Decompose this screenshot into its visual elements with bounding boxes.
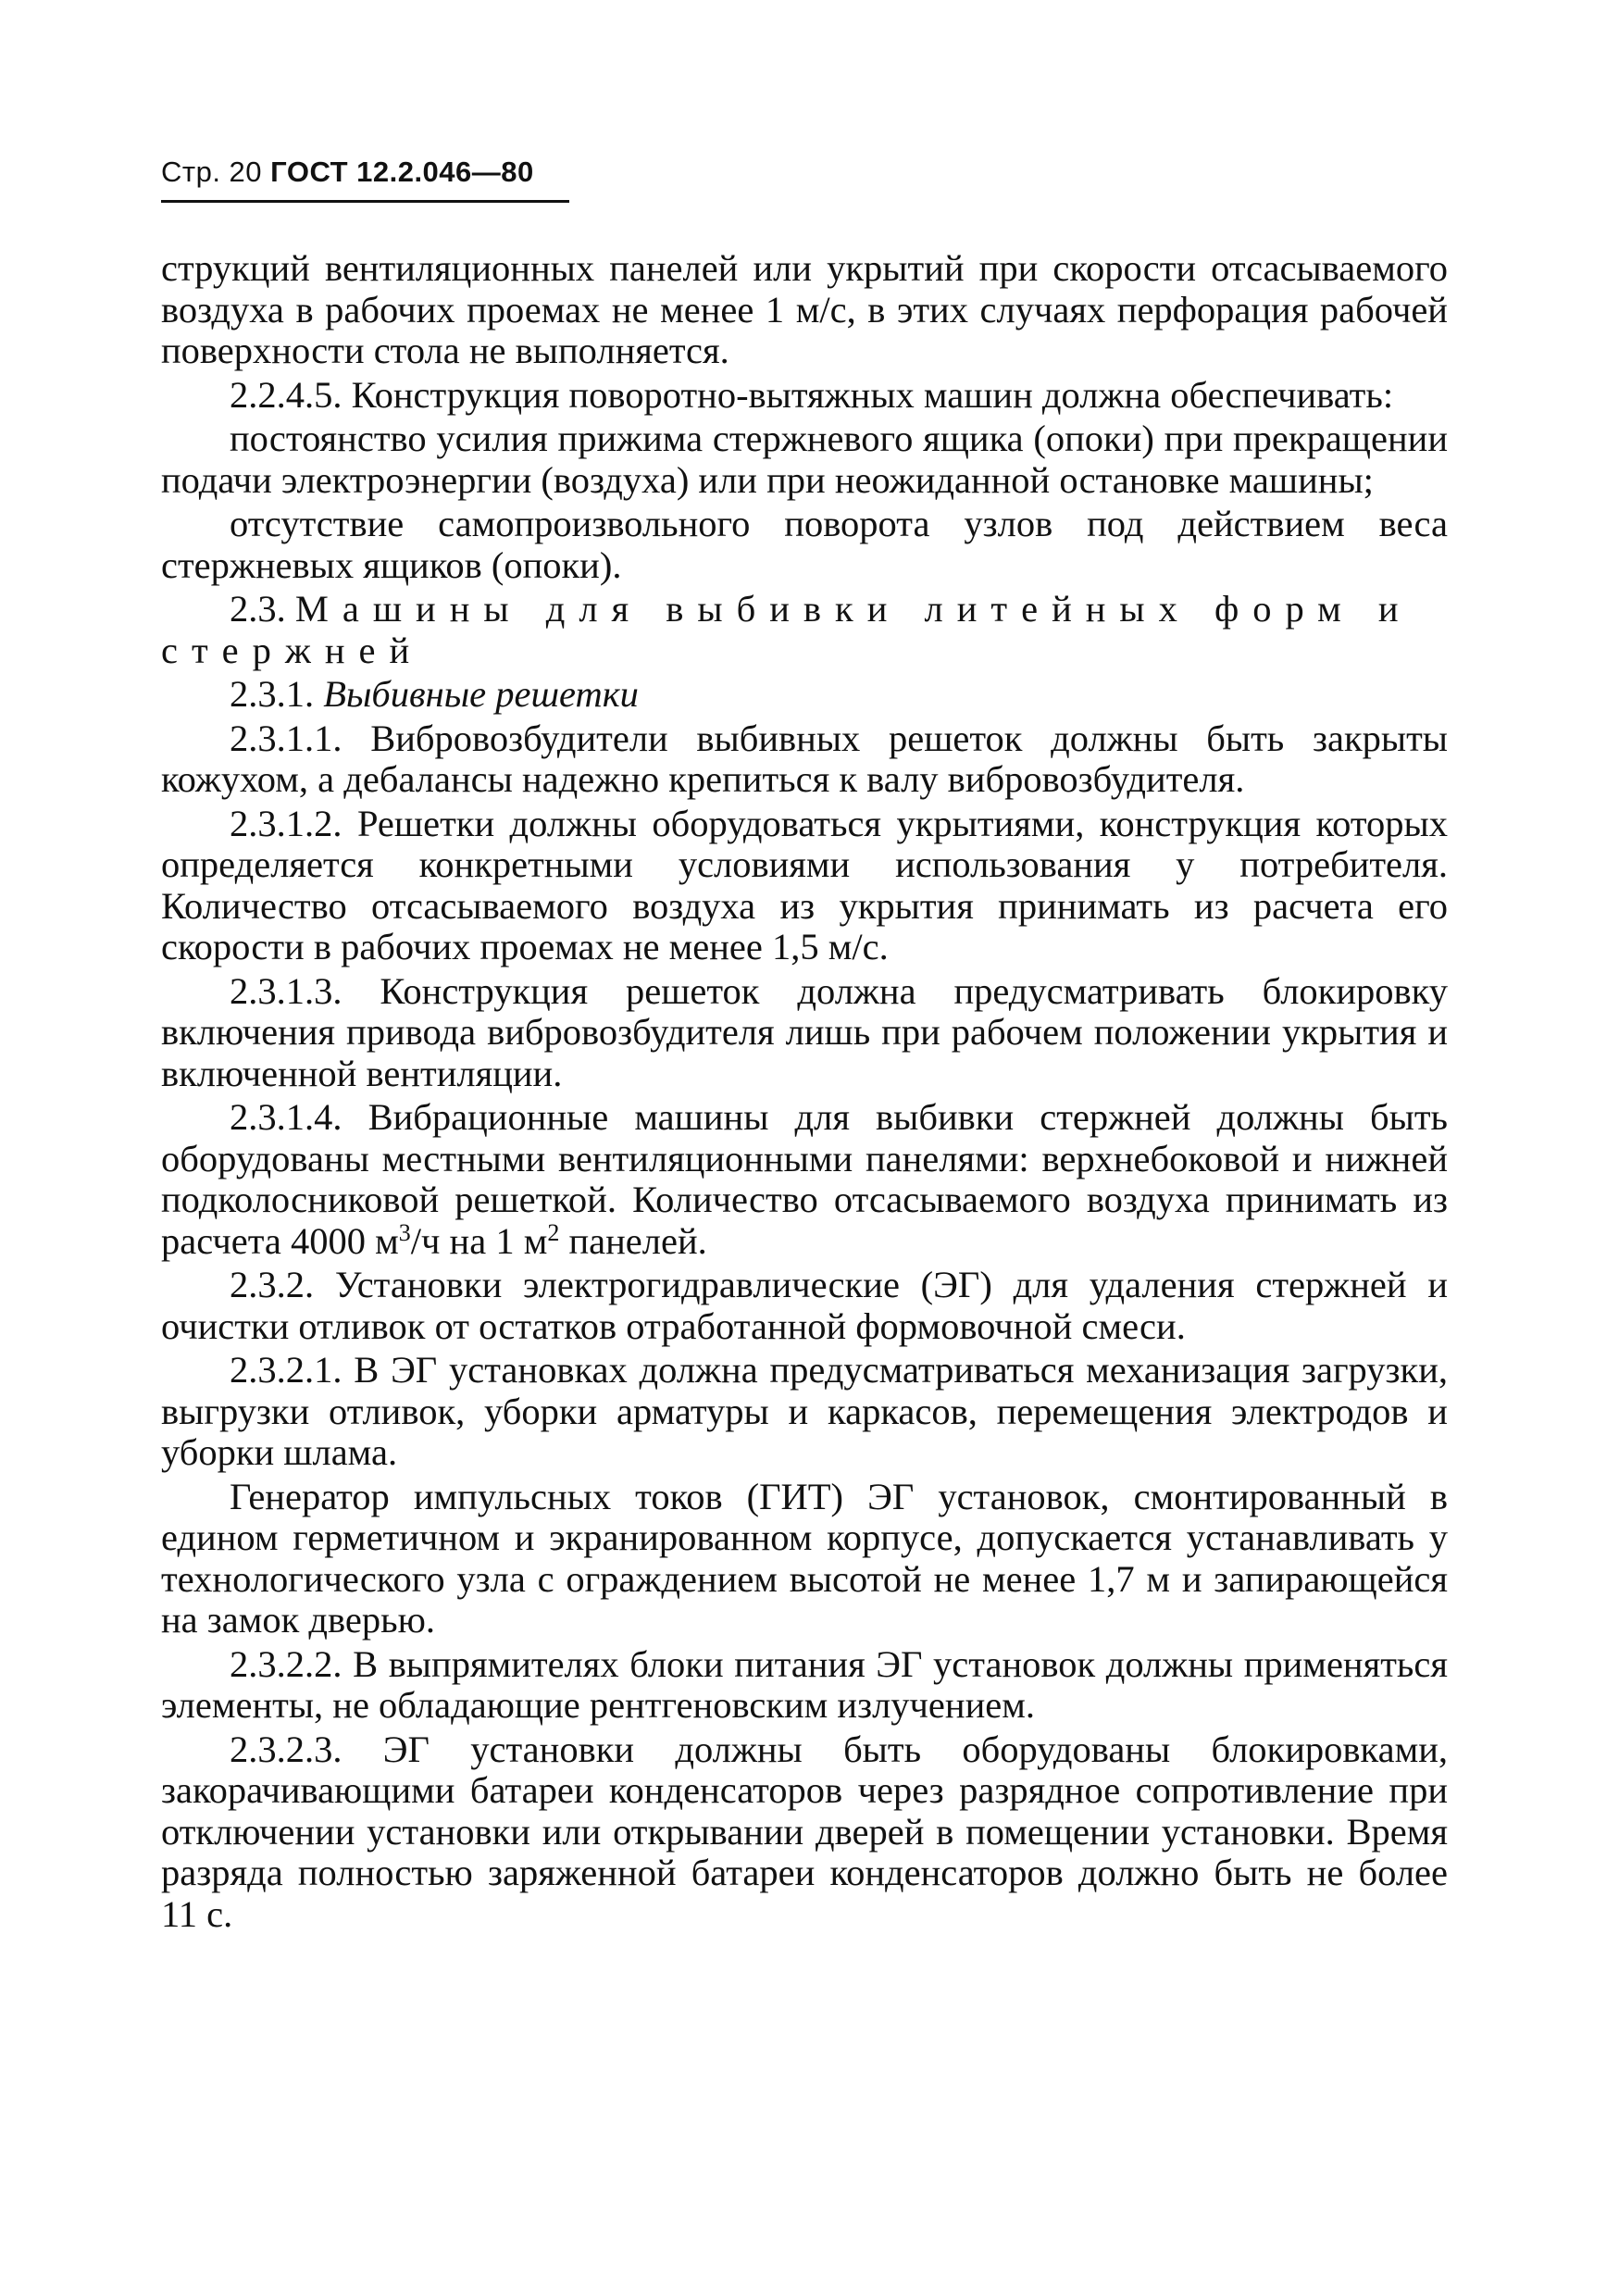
- paragraph-2-2-4-5: 2.2.4.5. Конструкция поворотно-вытяжных машин должна обеспечивать:: [230, 373, 1394, 416]
- paragraph-text: панелей.: [559, 1219, 707, 1262]
- paragraph-2-3-2-2: 2.3.2.2. В выпрямителях блоки питания ЭГ установок должны применяться элементы, не обладающие рентгеновским излучением.: [161, 1642, 1448, 1726]
- paragraph-2-3-1-2: 2.3.1.2. Решетки должны оборудоваться укрытиями, конструкция которых определяется конкретными условиями использования у потребителя. Количество отсасываемого воздуха из укрытия принимать из расчета его скорости в рабочих проемах не менее 1,5 м/с.: [161, 802, 1448, 967]
- superscript: 2: [547, 1218, 560, 1246]
- document-code: ГОСТ 12.2.046—80: [270, 156, 534, 188]
- paragraph-2-3-1-4: [161, 1097, 1448, 1262]
- section-title: Машины для выбивки литейных форм и стержней: [161, 588, 1413, 671]
- superscript: 3: [398, 1218, 411, 1246]
- subsection-heading-2-3-1: [161, 674, 1448, 716]
- paragraph-list-item: постоянство усилия прижима стержневого ящика (опоки) при прекращении подачи электроэнергии (воздуха) или при неожиданной остановке машины;: [161, 418, 1448, 501]
- body-text: [161, 248, 1448, 1938]
- paragraph-git: Генератор импульсных токов (ГИТ) ЭГ установок, смонтированный в едином герметичном и экранированном корпусе, допускается устанавливать у технологического узла с ограждением высотой не менее 1,7 м и запирающейся на замок дверью.: [161, 1475, 1448, 1641]
- paragraph-2-3-2-3: 2.3.2.3. ЭГ установки должны быть оборудованы блокировками, закорачивающими батареи конденсаторов через разрядное сопротивление при отключении установки или открывании дверей в помещении установки. Время разряда полностью заряженной батареи конденсаторов должно быть не более 11 с.: [161, 1728, 1448, 1935]
- paragraph-2-3-2: 2.3.2. Установки электрогидравлические (ЭГ) для удаления стержней и очистки отливок от остатков отработанной формовочной смеси.: [161, 1264, 1448, 1347]
- section-heading-2-3: [161, 589, 1448, 671]
- paragraph-2-3-1-3: 2.3.1.3. Конструкция решеток должна предусматривать блокировку включения привода вибровозбудителя лишь при рабочем положении укрытия и включенной вентиляции.: [161, 969, 1448, 1094]
- paragraph-2-3-1-1: 2.3.1.1. Вибровозбудители выбивных решеток должны быть закрыты кожухом, а дебалансы надежно крепиться к валу вибровозбудителя.: [161, 717, 1448, 800]
- paragraph-continuation: струкций вентиляционных панелей или укрытий при скорости отсасываемого воздуха в рабочих проемах не менее 1 м/с, в этих случаях перфорация рабочей поверхности стола не выполняется.: [161, 247, 1448, 371]
- paragraph-list-item: отсутствие самопроизвольного поворота узлов под действием веса стержневых ящиков (опоки).: [161, 503, 1448, 586]
- section-number: 2.3.: [230, 588, 286, 630]
- paragraph-2-3-2-1: 2.3.2.1. В ЭГ установках должна предусматриваться механизация загрузки, выгрузки отливок, уборки арматуры и каркасов, перемещения электродов и уборки шлама.: [161, 1349, 1448, 1473]
- page-number: Стр. 20: [161, 156, 263, 188]
- page-header: [161, 156, 569, 203]
- paragraph-text: /ч на 1 м: [410, 1219, 548, 1262]
- subsection-number: 2.3.1.: [230, 673, 315, 715]
- paragraph-text: 2.3.1.4. Вибрационные машины для выбивки стержней должны быть оборудованы местными вентиляционными панелями: верхнебоковой и нижней подколосниковой решеткой. Количество отсасываемого воздуха принимать из расчета 4000 м: [161, 1096, 1448, 1262]
- subsection-title: Выбивные решетки: [323, 673, 639, 715]
